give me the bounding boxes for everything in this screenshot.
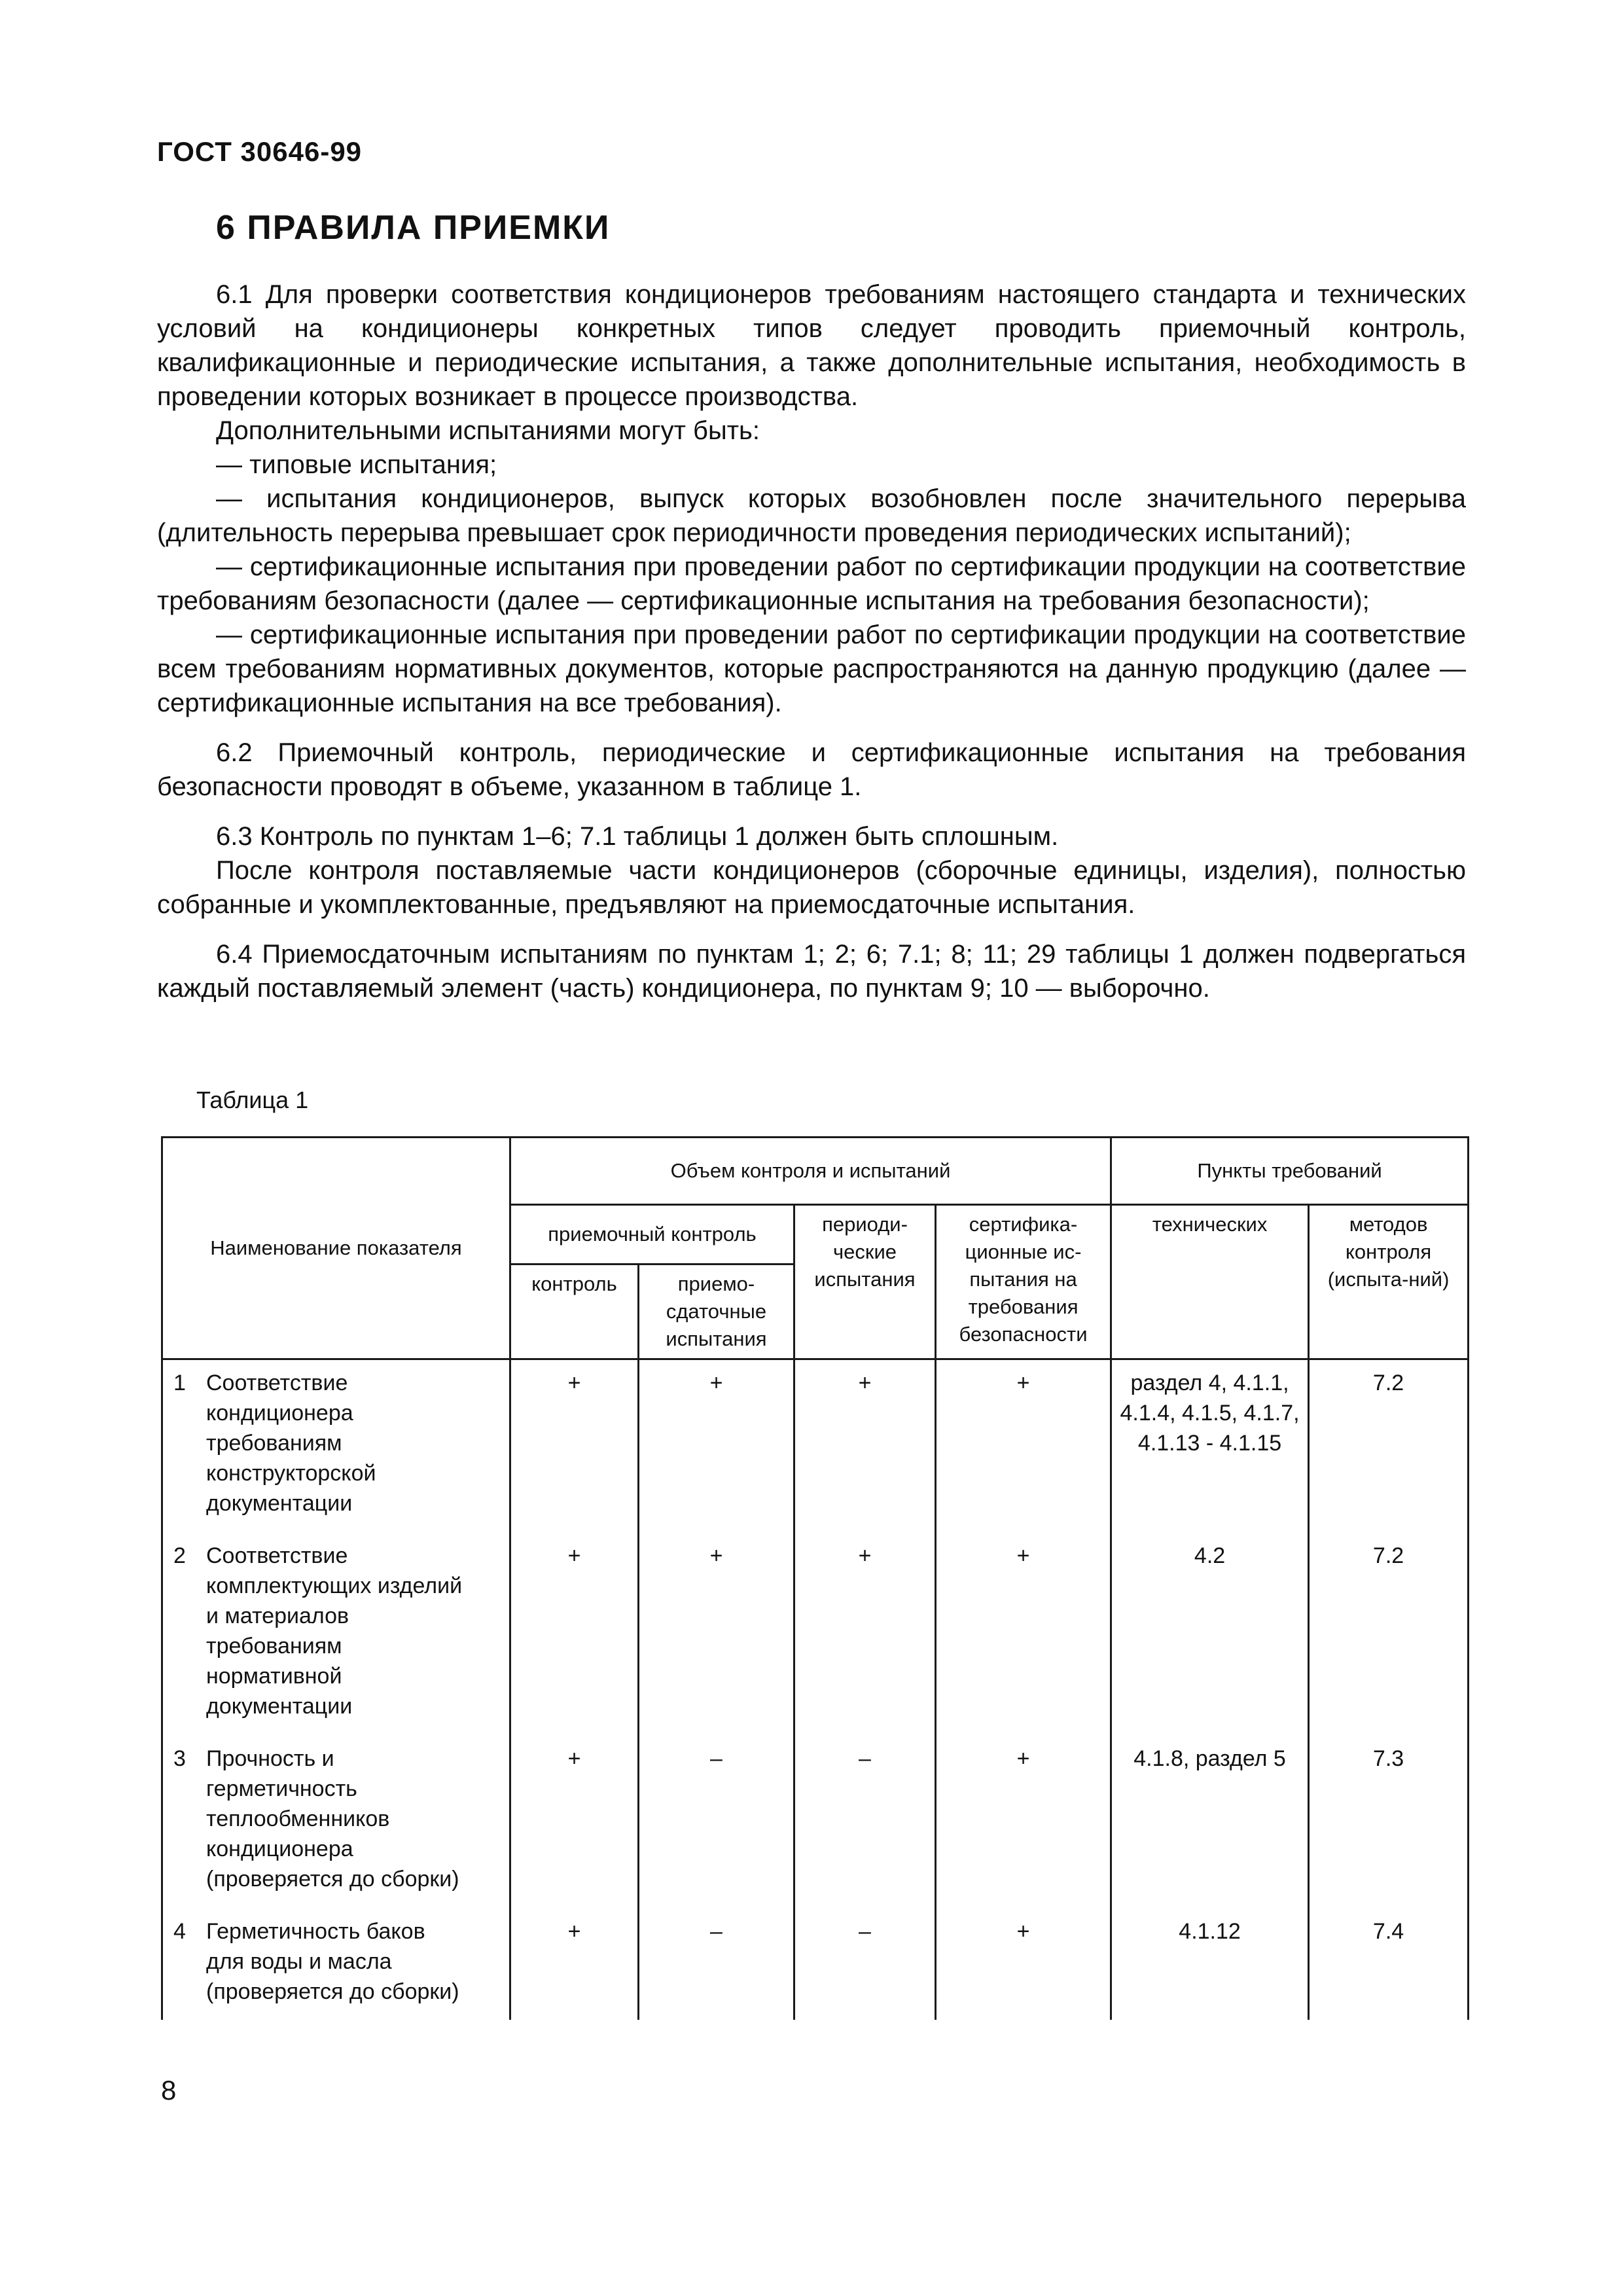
header-indicator-name: Наименование показателя	[162, 1138, 510, 1359]
row-number: 3	[173, 1746, 186, 1771]
periodic-value: +	[794, 1532, 936, 1734]
paragraph-6-3: 6.3 Контроль по пунктам 1–6; 7.1 таблицы 1 должен быть сплошным.	[216, 822, 1059, 851]
list-item: — сертификационные испытания при проведении работ по сертификации продукции на соответствие всем требованиям нормативных документов, которые распространяются на данную продукцию (далее — сертификационные испытания на все требования).	[157, 620, 1466, 717]
control-value: +	[510, 1532, 639, 1734]
paragraph-6-1: 6.1 Для проверки соответствия кондиционеров требованиям настоящего стандарта и технических условий на кондиционеры конкретных типов следует проводить приемочный контроль, квалификационные и периодические испытания, а также дополнительные испытания, необходимость в проведении которых возникает в процессе производства.	[157, 280, 1466, 411]
control-value: +	[510, 1907, 639, 2020]
handover-value: +	[639, 1359, 794, 1532]
table-row	[162, 1532, 1469, 1734]
control-value: +	[510, 1734, 639, 1907]
indicator-cell	[162, 1359, 510, 1532]
method-points: 7.2	[1309, 1532, 1469, 1734]
indicator-name: Соответствие кондиционера требованиям конструкторской документации	[206, 1371, 376, 1516]
indicator-cell	[162, 1907, 510, 2020]
list-item: — типовые испытания;	[216, 450, 497, 479]
paragraph-after-control: После контроля поставляемые части кондиционеров (сборочные единицы, изделия), полностью собранные и укомплектованные, предъявляют на приемосдаточные испытания.	[157, 856, 1466, 919]
header-handover-tests: приемо-сдаточные испытания	[639, 1265, 794, 1359]
handover-value: –	[639, 1907, 794, 2020]
technical-points: 4.1.8, раздел 5	[1111, 1734, 1309, 1907]
header-requirement-points: Пункты требований	[1111, 1138, 1469, 1205]
row-number: 4	[173, 1919, 186, 1944]
page-number: 8	[161, 2075, 177, 2106]
requirements-table	[161, 1136, 1469, 2020]
method-points: 7.3	[1309, 1734, 1469, 1907]
header-control-methods: методов контроля (испыта-ний)	[1309, 1205, 1469, 1359]
header-technical: технических	[1111, 1205, 1309, 1359]
cert-value: +	[936, 1532, 1111, 1734]
indicator-cell	[162, 1734, 510, 1907]
list-item: — сертификационные испытания при проведении работ по сертификации продукции на соответствие требованиям безопасности (далее — сертификационные испытания на требования безопасности);	[157, 552, 1466, 615]
body-text	[157, 278, 1466, 1005]
paragraph-6-2: 6.2 Приемочный контроль, периодические и сертификационные испытания на требования безопасности проводят в объеме, указанном в таблице 1.	[157, 738, 1466, 801]
technical-points: раздел 4, 4.1.1, 4.1.4, 4.1.5, 4.1.7, 4.1.13 - 4.1.15	[1111, 1359, 1309, 1532]
cert-value: +	[936, 1359, 1111, 1532]
row-number: 1	[173, 1371, 186, 1395]
periodic-value: –	[794, 1734, 936, 1907]
table-row	[162, 1734, 1469, 1907]
method-points: 7.4	[1309, 1907, 1469, 2020]
cert-value: +	[936, 1907, 1111, 2020]
indicator-name: Герметичность баков для воды и масла (проверяется до сборки)	[206, 1919, 459, 2004]
paragraph-additional-tests: Дополнительными испытаниями могут быть:	[216, 416, 760, 445]
header-control: контроль	[510, 1265, 639, 1359]
list-item: — испытания кондиционеров, выпуск которых возобновлен после значительного перерыва (длительность перерыва превышает срок периодичности проведения периодических испытаний);	[157, 484, 1466, 547]
paragraph-6-4: 6.4 Приемосдаточным испытаниям по пунктам 1; 2; 6; 7.1; 8; 11; 29 таблицы 1 должен подвергаться каждый поставляемый элемент (часть) кондиционера, по пунктам 9; 10 — выборочно.	[157, 940, 1466, 1003]
periodic-value: +	[794, 1359, 936, 1532]
header-acceptance-control: приемочный контроль	[510, 1205, 794, 1265]
handover-value: +	[639, 1532, 794, 1734]
control-value: +	[510, 1359, 639, 1532]
table-row	[162, 1907, 1469, 2020]
header-periodic-tests: периоди-ческие испытания	[794, 1205, 936, 1359]
document-header: ГОСТ 30646-99	[157, 136, 363, 167]
indicator-cell	[162, 1532, 510, 1734]
indicator-name: Прочность и герметичность теплообменников кондиционера (проверяется до сборки)	[206, 1746, 459, 1892]
indicator-name: Соответствие комплектующих изделий и материалов требованиям нормативной документации	[206, 1543, 463, 1719]
table-row	[162, 1359, 1469, 1532]
cert-value: +	[936, 1734, 1111, 1907]
header-scope: Объем контроля и испытаний	[510, 1138, 1111, 1205]
handover-value: –	[639, 1734, 794, 1907]
periodic-value: –	[794, 1907, 936, 2020]
technical-points: 4.1.12	[1111, 1907, 1309, 2020]
technical-points: 4.2	[1111, 1532, 1309, 1734]
header-certification-tests: сертифика-ционные ис-пытания на требования безопасности	[936, 1205, 1111, 1359]
row-number: 2	[173, 1543, 186, 1568]
section-title: 6 ПРАВИЛА ПРИЕМКИ	[216, 209, 611, 247]
method-points: 7.2	[1309, 1359, 1469, 1532]
table-caption: Таблица 1	[196, 1086, 309, 1113]
